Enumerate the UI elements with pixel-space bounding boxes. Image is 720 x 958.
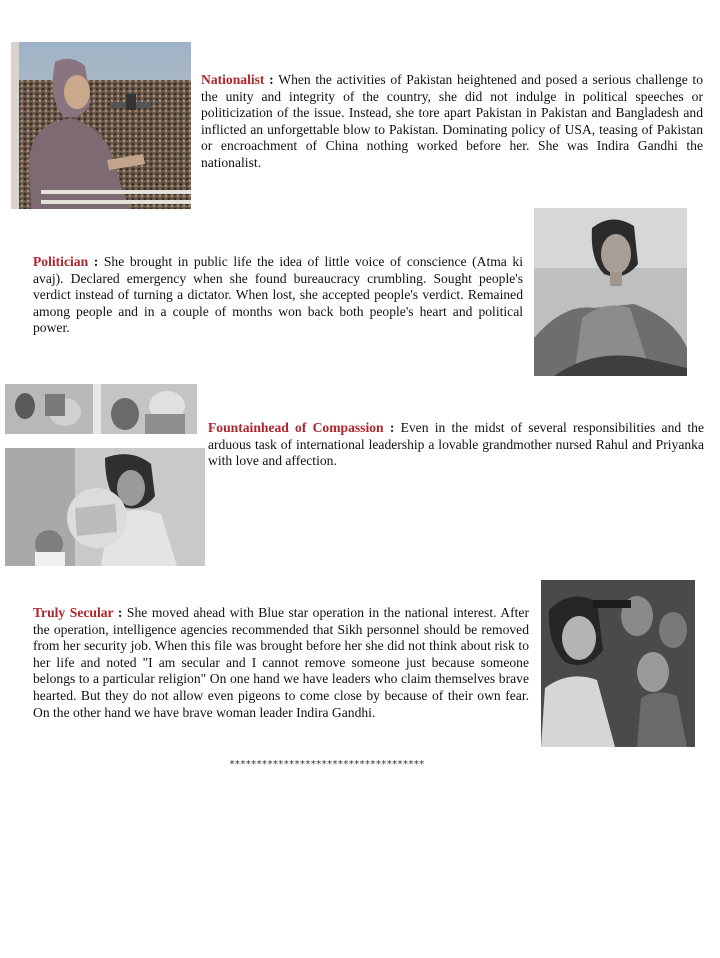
section-body: She brought in public life the idea of little voice of conscience (Atma ki avaj). Declared emergency when she found bureaucracy crumbling. Sought people's verdict instead of turning a dictator. When lost, she accepted people's verdict. Remained among people and in a couple of months won back both people's heart and political power. [33,254,523,336]
heading-separator: : [264,72,279,87]
section-secular [33,605,529,721]
section-heading: Politician [33,254,89,269]
heading-separator: : [88,254,104,269]
section-compassion [208,420,704,470]
heading-separator: : [383,420,401,435]
asterisk-divider: ************************************ [229,759,425,770]
section-heading: Fountainhead of Compassion [208,420,384,435]
photo-rally-speech [11,42,191,209]
section-body: When the activities of Pakistan heightened and posed a serious challenge to the unity and integrity of the country, she did not indulge in political speeches or politicization of the issue. Instead, she tore apart Pakistan in Pakistan and Bangladesh and inflicted an unforgettable blow to Pakistan. Dominating policy of USA, teasing of Pakistan or encroachment of China nothing worked before her. She was Indira Gandhi the nationalist. [201,72,703,170]
heading-separator: : [113,605,127,620]
section-heading: Nationalist [201,72,265,87]
photo-grandmother-children [5,448,205,566]
section-politician [33,254,523,337]
photo-among-people [541,580,695,747]
section-heading: Truly Secular [33,605,114,620]
section-nationalist [201,72,703,172]
section-body: Even in the midst of several responsibilities and the arduous task of international leadership a lovable grandmother nursed Rahul and Priyanka with love and affection. [208,420,704,469]
photo-seated-portrait [534,208,687,376]
photo-family-strip [5,384,197,434]
section-body: She moved ahead with Blue star operation in the national interest. After the operation, intelligence agencies recommended that Sikh personnel should be removed from her security job. When this file was brought before her she did not think about risk to her life and noted "I am secular and I cannot remove someone just because someone belongs to a particular religion" On one hand we have leaders who claim themselves brave hearted. But they do not allow even pigeons to come close by because of their own fear. On the other hand we have brave woman leader Indira Gandhi. [33,605,529,720]
